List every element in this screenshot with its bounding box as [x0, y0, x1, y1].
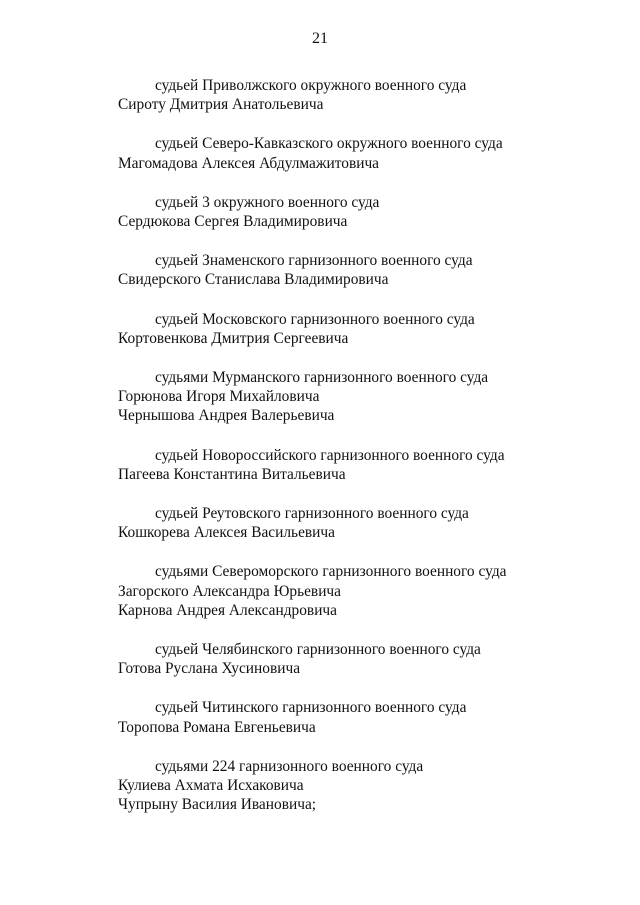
court-line: судьей Новороссийского гарнизонного военного суда	[155, 446, 505, 464]
judge-name: Пагеева Константина Витальевича	[118, 465, 346, 483]
appointment-list	[118, 76, 618, 834]
appointment-entry	[118, 446, 618, 484]
court-line: судьей Реутовского гарнизонного военного суда	[155, 505, 469, 523]
court-line: судьей Приволжского окружного военного суда	[155, 77, 467, 94]
appointment-entry	[118, 134, 618, 172]
judge-name: Готова Руслана Хусиновича	[118, 660, 301, 678]
judge-name: Карнова Андрея Александровича	[118, 601, 338, 619]
court-line: судьей Северо-Кавказского окружного военного суда	[155, 135, 503, 153]
court-line: судьями 224 гарнизонного военного суда	[155, 757, 424, 775]
appointment-entry	[118, 698, 618, 736]
appointment-entry	[118, 310, 618, 348]
appointment-entry	[118, 368, 618, 426]
judge-name: Кортовенкова Дмитрия Сергеевича	[118, 329, 349, 347]
judge-name: Сироту Дмитрия Анатольевича	[118, 96, 324, 114]
judge-name: Сердюкова Сергея Владимировича	[118, 213, 348, 231]
judge-name: Торопова Романа Евгеньевича	[118, 718, 316, 736]
court-line: судьями Мурманского гарнизонного военного суда	[155, 369, 489, 387]
court-line: судьей Московского гарнизонного военного суда	[155, 310, 475, 328]
judge-name: Загорского Александра Юрьевича	[118, 582, 342, 600]
judge-name: Чернышова Андрея Валерьевича	[118, 407, 335, 425]
page-number: 21	[312, 30, 328, 47]
court-line: судьей Читинского гарнизонного военного суда	[155, 699, 467, 717]
judge-name: Магомадова Алексея Абдулмажитовича	[118, 154, 380, 172]
judge-name: Кулиева Ахмата Исхаковича	[118, 777, 304, 795]
judge-name: Чупрыну Василия Ивановича;	[118, 796, 317, 814]
appointment-entry	[118, 757, 618, 815]
court-line: судьей Челябинского гарнизонного военного суда	[155, 641, 481, 659]
appointment-entry	[118, 640, 618, 678]
appointment-entry	[118, 251, 618, 289]
judge-name: Свидерского Станислава Владимировича	[118, 271, 389, 289]
court-line: судьей 3 окружного военного суда	[155, 193, 380, 211]
court-line: судьей Знаменского гарнизонного военного суда	[155, 252, 473, 270]
judge-name: Горюнова Игоря Михайловича	[118, 388, 320, 406]
appointment-entry	[118, 76, 618, 114]
appointment-entry	[118, 562, 618, 620]
appointment-entry	[118, 193, 618, 231]
court-line: судьями Североморского гарнизонного военного суда	[155, 563, 507, 581]
appointment-entry	[118, 504, 618, 542]
judge-name: Кошкорева Алексея Васильевича	[118, 524, 335, 542]
